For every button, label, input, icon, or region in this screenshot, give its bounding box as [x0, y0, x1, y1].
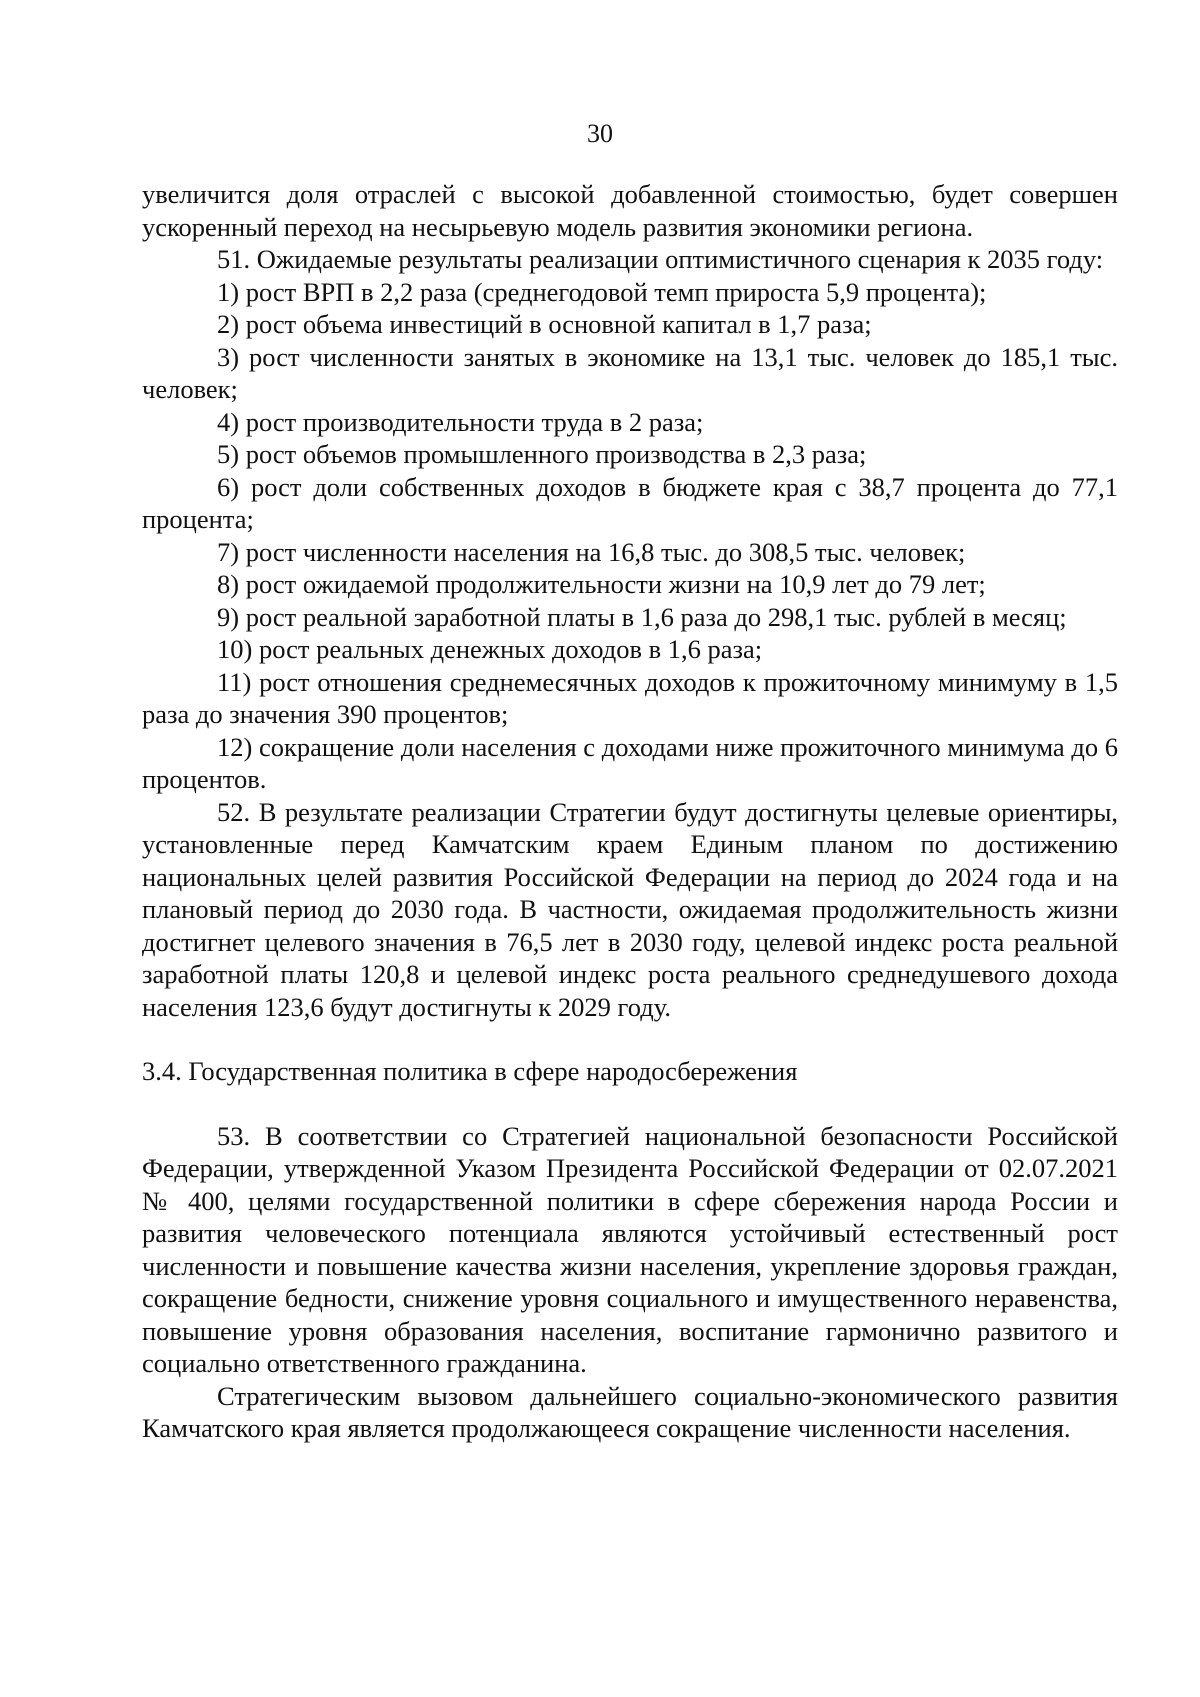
paragraph-item-53: 53. В соответствии со Стратегией национальной безопасности Российской Федерации, утвержденной Указом Президента Российской Федерации от 02.07.2021 № 400, целями государственной политики в сфере сбережения народа России и развития человеческого потенциала являются устойчивый естественный рост численности и повышение качества жизни населения, укрепление здоровья граждан, сокращение бедности, снижение уровня социального и имущественного неравенства, повышение уровня образования населения, воспитание гармонично развитого и социально ответственного гражданина.	[142, 1120, 1118, 1378]
list-item: 11) рост отношения среднемесячных доходов к прожиточному минимуму в 1,5 раза до значения 390 процентов;	[142, 666, 1118, 729]
list-item: 8) рост ожидаемой продолжительности жизни на 10,9 лет до 79 лет;	[217, 569, 986, 599]
list-item: 1) рост ВРП в 2,2 раза (среднегодовой темп прироста 5,9 процента);	[217, 276, 987, 307]
paragraph: Стратегическим вызовом дальнейшего социально-экономического развития Камчатского края является продолжающееся сокращение численности населения.	[142, 1380, 1118, 1443]
paragraph: увеличится доля отраслей с высокой добавленной стоимостью, будет совершен ускоренный переход на несырьевую модель развития экономики региона.	[142, 179, 1118, 242]
list-item: 9) рост реальной заработной платы в 1,6 раза до 298,1 тыс. рублей в месяц;	[217, 601, 1067, 632]
list-item: 2) рост объема инвестиций в основной капитал в 1,7 раза;	[217, 309, 872, 339]
paragraph-item-51: 51. Ожидаемые результаты реализации оптимистичного сценария к 2035 году:	[217, 244, 1104, 274]
section-heading: 3.4. Государственная политика в сфере народосбережения	[142, 1056, 798, 1086]
list-item: 7) рост численности населения на 16,8 тыс. до 308,5 тыс. человек;	[217, 536, 966, 567]
list-item: 12) сокращение доли населения с доходами ниже прожиточного минимума до 6 процентов.	[142, 731, 1118, 794]
list-item: 3) рост численности занятых в экономике на 13,1 тыс. человек до 185,1 тыс. человек;	[142, 341, 1118, 404]
list-item: 5) рост объемов промышленного производства в 2,3 раза;	[217, 439, 867, 469]
paragraph-item-52: 52. В результате реализации Стратегии будут достигнуты целевые ориентиры, установленные перед Камчатским краем Единым планом по достижению национальных целей развития Российской Федерации на период до 2024 года и на плановый период до 2030 года. В частности, ожидаемая продолжительность жизни достигнет целевого значения в 76,5 лет в 2030 году, целевой индекс роста реальной заработной платы 120,8 и целевой индекс роста реального среднедушевого дохода населения 123,6 будут достигнуты к 2029 году.	[142, 796, 1118, 1022]
page-number: 30	[587, 119, 613, 148]
list-item: 10) рост реальных денежных доходов в 1,6 раза;	[217, 634, 763, 664]
document-body	[142, 178, 1118, 1445]
paragraphs-before-heading	[142, 178, 1118, 1023]
paragraphs-after-heading	[142, 1120, 1118, 1445]
list-item: 4) рост производительности труда в 2 раза;	[217, 406, 704, 437]
list-item: 6) рост доли собственных доходов в бюджете края с 38,7 процента до 77,1 процента;	[142, 471, 1118, 534]
